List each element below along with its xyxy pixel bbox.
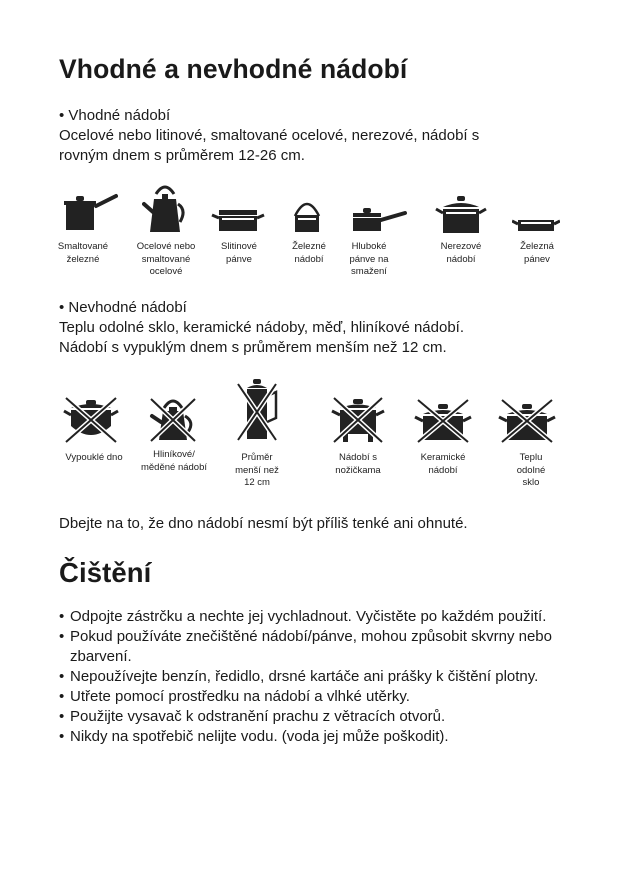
section-title-cookware: Vhodné a nevhodné nádobí	[59, 54, 408, 84]
suitable-caption: Nerezové nádobí	[440, 241, 482, 265]
pot-icon	[62, 190, 118, 234]
suitable-caption: Smaltované železné	[57, 241, 109, 265]
unsuitable-caption: Nádobí s nožičkama	[335, 452, 381, 476]
cookware-note: Dbejte na to, že dno nádobí nesmí být příliš tenké ani ohnuté.	[59, 515, 468, 532]
unsuitable-caption: Hliníkové/ měděné nádobí	[140, 449, 208, 473]
unsuitable-caption: Keramické nádobí	[420, 452, 466, 476]
suitable-caption: Hluboké pánve na smažení	[349, 241, 389, 277]
flat-pan-icon	[512, 216, 560, 232]
section-title-cleaning: Čištění	[59, 557, 152, 588]
glass-pot-crossed-icon	[498, 398, 556, 444]
unsuitable-heading: • Nevhodné nádobí	[59, 299, 187, 316]
unsuitable-caption: Teplu odolné sklo	[516, 452, 546, 488]
unsuitable-desc-line1: Teplu odolné sklo, keramické nádoby, měď, hliníkové nádobí.	[59, 319, 465, 336]
cleaning-list	[59, 607, 579, 747]
coffee-pot-crossed-icon	[236, 378, 278, 442]
suitable-heading: • Vhodné nádobí	[59, 107, 171, 124]
casserole-icon	[211, 206, 265, 232]
list-item: • Utřete pomocí prostředku na nádobí a vlhké utěrky.	[59, 687, 579, 707]
unsuitable-caption: Průměr menší než 12 cm	[235, 452, 279, 488]
list-item: • Odpojte zástrčku a nechte jej vychladnout. Vyčistěte po každém použití.	[59, 607, 579, 627]
suitable-caption: Slitinové pánve	[221, 241, 257, 265]
list-item: • Pokud používáte znečištěné nádobí/pánve, mohou způsobit skvrny nebo zbarvení.	[59, 627, 579, 667]
ceramic-pot-crossed-icon	[414, 398, 472, 444]
suitable-desc-line2: rovným dnem s průměrem 12-26 cm.	[59, 147, 305, 164]
suitable-caption: Železné nádobí	[292, 241, 326, 265]
stock-pot-icon	[435, 195, 487, 235]
kettle-icon	[142, 180, 188, 234]
list-item: • Nepoužívejte benzín, ředidlo, drsné kartáče ani prášky k čištění plotny.	[59, 667, 579, 687]
list-item: • Nikdy na spotřebič nelijte vodu. (voda jej může poškodit).	[59, 727, 579, 747]
legged-pot-crossed-icon	[330, 396, 386, 444]
unsuitable-desc-line2: Nádobí s vypuklým dnem s průměrem menším než 12 cm.	[59, 339, 447, 356]
convex-pot-crossed-icon	[62, 396, 120, 444]
unsuitable-caption: Vypouklé dno	[65, 452, 123, 463]
kettle-crossed-icon	[148, 396, 198, 444]
suitable-caption: Ocelové nebo smaltované ocelové	[136, 241, 196, 277]
list-item: • Použijte vysavač k odstranění prachu z větracích otvorů.	[59, 707, 579, 727]
frying-pan-icon	[349, 205, 407, 233]
bucket-pot-icon	[291, 196, 323, 234]
suitable-caption: Železná pánev	[520, 241, 554, 265]
suitable-desc-line1: Ocelové nebo litinové, smaltované ocelové, nerezové, nádobí s	[59, 127, 480, 144]
